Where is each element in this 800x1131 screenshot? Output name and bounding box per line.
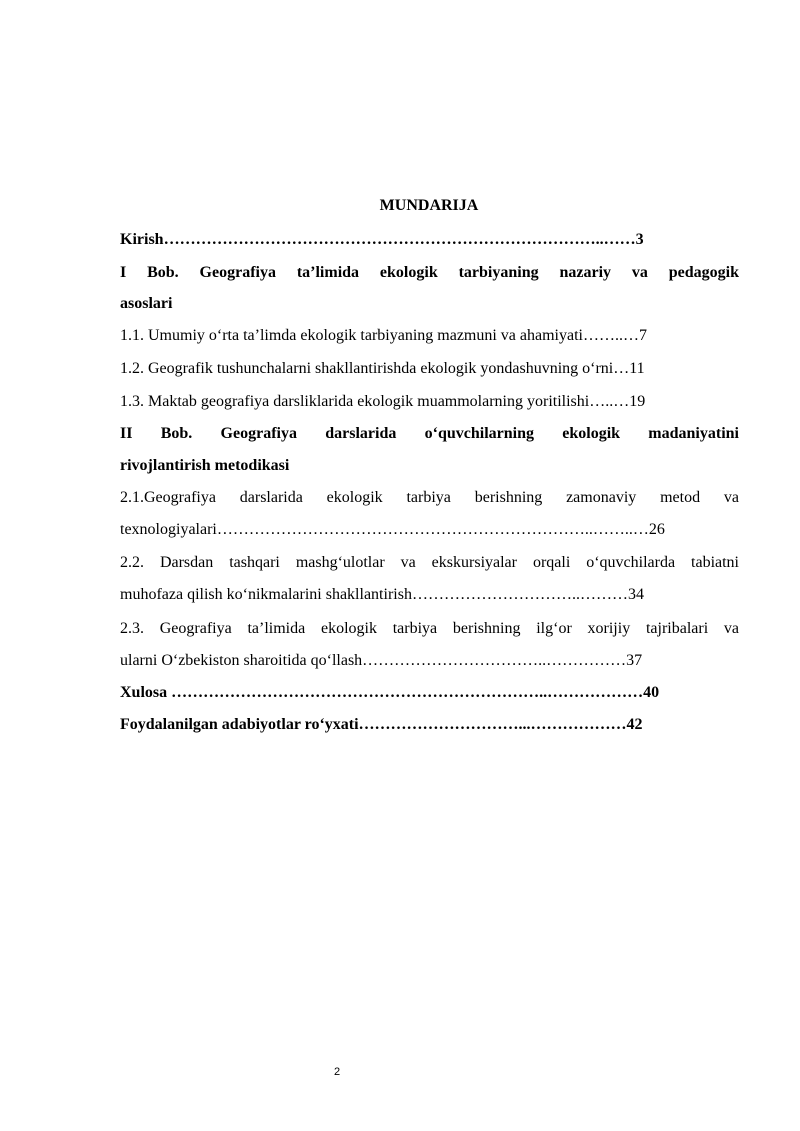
toc-line: 2.3. Geografiya ta’limida ekologik tarbiya berishning ilgʻor xorijiy tajribalari va xyxy=(120,620,739,637)
toc-line: muhofaza qilish koʻnikmalarini shakllantirish…………………………..………34 xyxy=(120,586,644,603)
toc-line: I Bob. Geografiya ta’limida ekologik tarbiyaning nazariy va pedagogik xyxy=(120,264,739,281)
toc-title: MUNDARIJA xyxy=(379,197,479,214)
toc-line: asoslari xyxy=(120,295,173,312)
toc-line: Foydalanilgan adabiyotlar roʻyxati…………………………...………………42 xyxy=(120,716,643,733)
toc-line: Xulosa ……………………………………………………………..………………40 xyxy=(120,684,660,701)
toc-line: 1.1. Umumiy oʻrta ta’limda ekologik tarbiyaning mazmuni va ahamiyati……..…7 xyxy=(120,327,647,344)
toc-line: 1.3. Maktab geografiya darsliklarida ekologik muammolarning yoritilishi…..…19 xyxy=(120,393,646,410)
toc-line: ularni Oʻzbekiston sharoitida qoʻllash……………………………..……………37 xyxy=(120,652,643,669)
toc-line: 2.1.Geografiya darslarida ekologik tarbiya berishning zamonaviy metod va xyxy=(120,489,739,506)
toc-line: 1.2. Geografik tushunchalarni shakllantirishda ekologik yondashuvning oʻrni…11 xyxy=(120,360,645,377)
page-number: 2 xyxy=(333,1066,341,1078)
toc-line: 2.2. Darsdan tashqari mashgʻulotlar va ekskursiyalar orqali oʻquvchilarda tabiatni xyxy=(120,554,739,571)
toc-line: II Bob. Geografiya darslarida oʻquvchilarning ekologik madaniyatini xyxy=(120,425,739,442)
toc-line: texnologiyalari……………………………………………………………..……..…26 xyxy=(120,521,665,538)
toc-line: rivojlantirish metodikasi xyxy=(120,457,290,474)
toc-line: Kirish………………………………………………………………………..……3 xyxy=(120,231,644,248)
